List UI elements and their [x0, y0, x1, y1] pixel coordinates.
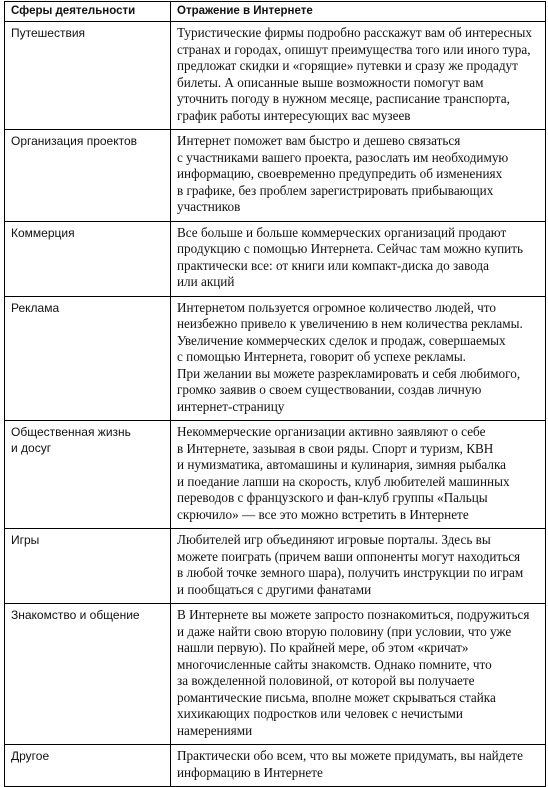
description-text: Практически обо всем, что вы можете придумать, вы найдете информацию в Интернете [177, 748, 523, 780]
description-text: Интернетом пользуется огромное количество людей, что неизбежно привело к увеличению в нем количества рекламы. Увеличение коммерческих сделок и продаж, совершаемых с помощью Интернета, говорит об успехе рекламы. При желании вы можете разрекламировать и себя любимого, громко заявив о своем существовании, создав личную интернет-страницу [177, 299, 523, 414]
row-description-advertising [171, 296, 546, 421]
table-row [5, 130, 546, 222]
row-description-social-life [171, 421, 546, 529]
description-text: Интернет поможет вам быстро и дешево связаться с участниками вашего проекта, разослать им необходимую информацию, своевременно предупредить об изменениях в графике, без проблем зарегистрировать прибывающих участников [177, 133, 509, 214]
row-description-games [171, 529, 546, 604]
topic-text: Другое [11, 749, 50, 763]
activity-internet-table [4, 1, 546, 787]
table-header-row [5, 2, 546, 22]
row-topic-projects [5, 130, 171, 222]
table-row [5, 296, 546, 421]
topic-text: Организация проектов [11, 134, 138, 148]
table-row [5, 22, 546, 130]
topic-text: Реклама [11, 300, 60, 315]
column-header-spheres: Сферы деятельности [5, 2, 171, 22]
row-description-travel [171, 22, 546, 130]
row-description-projects [171, 130, 546, 222]
row-topic-other [5, 745, 171, 787]
row-description-commerce [171, 221, 546, 296]
topic-text: Общественная жизнь и досуг [11, 425, 131, 455]
table-row [5, 745, 546, 787]
row-description-dating [171, 604, 546, 745]
row-topic-dating [5, 604, 171, 745]
topic-text: Игры [11, 533, 40, 547]
row-topic-games [5, 529, 171, 604]
row-topic-commerce [5, 221, 171, 296]
table-row [5, 604, 546, 745]
topic-text: Путешествия [11, 26, 86, 40]
table-row [5, 421, 546, 529]
description-text: Любителей игр объединяют игровые порталы. Здесь вы можете поиграть (причем ваши оппоненты могут находиться в любой точке земного шара), получить инструкции по играм и пообщаться с другими фанатами [177, 532, 524, 597]
description-text: Все больше и больше коммерческих организаций продают продукцию с помощью Интернета. Сейчас там можно купить практически все: от книги или компакт-диска до завода или акций [177, 224, 524, 289]
description-text: В Интернете вы можете запросто познакомиться, подружиться и даже найти свою вторую половину (при условии, что уже нашли первую). По крайней мере, об этом «кричат» многочисленные сайты знакомств. Однако помните, что за вожделенной половиной, от которой вы получаете романтические письма, вполне может скрываться стайка хихикающих подростков или человек с нечистыми намерениями [177, 607, 530, 738]
description-text: Туристические фирмы подробно расскажут вам об интересных странах и городах, опишут преимущества того или иного тура, предложат скидки и «горящие» путевки и сразу же продадут билеты. А описанные выше возможности помогут вам уточнить погоду в нужном месяце, расписание транспорта, график работы интересующих вас музеев [177, 25, 532, 123]
topic-text: Коммерция [11, 225, 75, 240]
row-description-other [171, 745, 546, 787]
row-topic-social-life [5, 421, 171, 529]
column-header-internet: Отражение в Интернете [171, 2, 546, 22]
row-topic-travel [5, 22, 171, 130]
table-row [5, 529, 546, 604]
table-row [5, 221, 546, 296]
row-topic-advertising [5, 296, 171, 421]
topic-text: Знакомство и общение [11, 608, 140, 622]
description-text: Некоммерческие организации активно заявляют о себе в Интернете, зазывая в свои ряды. Спорт и туризм, КВН и нумизматика, автомашины и кулинария, зимняя рыбалка и поедание лапши на скорость, клуб любителей машинных переводов с французского и фан-клуб группы «Пальцы скрючило» — все это можно встретить в Интернете [177, 424, 510, 522]
